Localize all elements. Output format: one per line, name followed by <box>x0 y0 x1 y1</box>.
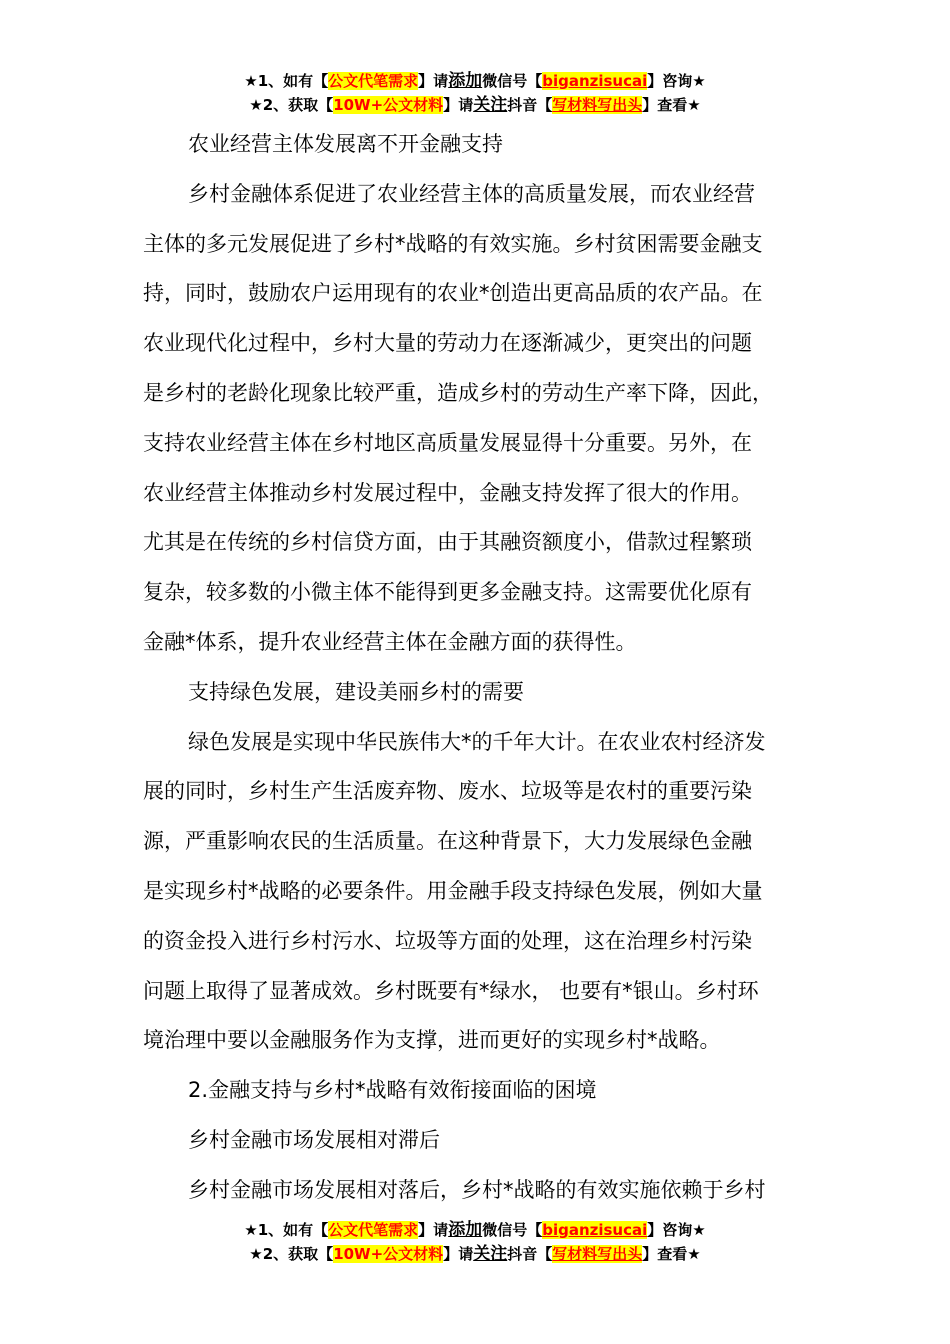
banner-text: 】请 <box>418 72 449 90</box>
text-line: 主体的多元发展促进了乡村*战略的有效实施。乡村贫困需要金融支 <box>143 231 763 256</box>
text-line: 复杂，较多数的小微主体不能得到更多金融支持。这需要优化原有 <box>143 580 752 605</box>
banner-text: ★1、如有【 <box>244 72 329 90</box>
text-line: 2.金融支持与乡村*战略有效衔接面临的困境 <box>188 1078 597 1103</box>
underlined-text: 添加 <box>448 71 483 91</box>
douyin-id: 写材料写出头 <box>552 96 643 114</box>
wechat-id: biganzisucai <box>542 1221 648 1239</box>
text-line: 金融*体系，提升农业经营主体在金融方面的获得性。 <box>143 629 637 654</box>
text-line: 展的同时，乡村生产生活废弃物、废水、垃圾等是农村的重要污染 <box>143 779 752 804</box>
banner-text: 】咨询★ <box>647 72 706 90</box>
banner-line-2 <box>0 93 950 117</box>
banner-text: 】请 <box>443 96 474 114</box>
wechat-id: biganzisucai <box>542 72 648 90</box>
bottom-banner <box>0 1218 950 1266</box>
banner-text: 】查看★ <box>642 96 701 114</box>
banner-text: ★1、如有【 <box>244 1221 329 1239</box>
banner-text: ★2、获取【 <box>249 1245 334 1263</box>
text-line: 尤其是在传统的乡村信贷方面，由于其融资额度小，借款过程繁琐 <box>143 530 752 555</box>
underlined-text: 添加 <box>448 1220 483 1240</box>
highlight-text: 10W+公文材料 <box>333 96 444 114</box>
banner-text: 微信号【 <box>482 72 543 90</box>
highlight-text: 10W+公文材料 <box>333 1245 444 1263</box>
text-line: 农业现代化过程中，乡村大量的劳动力在逐渐减少，更突出的问题 <box>143 331 752 356</box>
text-line: 支持农业经营主体在乡村地区高质量发展显得十分重要。另外，在 <box>143 430 752 455</box>
text-line: 支持绿色发展，建设美丽乡村的需要 <box>188 679 524 704</box>
banner-line-2 <box>0 1242 950 1266</box>
underlined-text: 关注 <box>473 1244 508 1264</box>
text-line: 乡村金融市场发展相对落后，乡村*战略的有效实施依赖于乡村 <box>188 1177 766 1202</box>
banner-line-1 <box>0 1218 950 1242</box>
text-line: 绿色发展是实现中华民族伟大*的千年大计。在农业农村经济发 <box>188 729 766 754</box>
text-line: 农业经营主体推动乡村发展过程中，金融支持发挥了很大的作用。 <box>143 480 752 505</box>
banner-text: 】请 <box>443 1245 474 1263</box>
text-line: 乡村金融市场发展相对滞后 <box>188 1127 440 1152</box>
text-line: 农业经营主体发展离不开金融支持 <box>188 132 503 156</box>
highlight-text: 公文代笔需求 <box>328 72 419 90</box>
text-line: 持，同时，鼓励农户运用现有的农业*创造出更高品质的农产品。在 <box>143 281 763 306</box>
text-line: 境治理中要以金融服务作为支撑，进而更好的实现乡村*战略。 <box>143 1028 721 1053</box>
banner-text: 抖音【 <box>507 1245 553 1263</box>
top-banner <box>0 69 950 117</box>
text-line: 的资金投入进行乡村污水、垃圾等方面的处理，这在治理乡村污染 <box>143 928 752 953</box>
banner-text: ★2、获取【 <box>249 96 334 114</box>
underlined-text: 关注 <box>473 95 508 115</box>
text-line: 是实现乡村*战略的必要条件。用金融手段支持绿色发展，例如大量 <box>143 878 763 903</box>
douyin-id: 写材料写出头 <box>552 1245 643 1263</box>
banner-text: 】请 <box>418 1221 449 1239</box>
text-line: 是乡村的老龄化现象比较严重，造成乡村的劳动生产率下降，因此， <box>143 380 773 405</box>
banner-text: 抖音【 <box>507 96 553 114</box>
banner-line-1 <box>0 69 950 93</box>
text-line: 乡村金融体系促进了农业经营主体的高质量发展，而农业经营 <box>188 181 755 206</box>
document-body <box>143 128 833 1224</box>
text-line: 问题上取得了显著成效。乡村既要有*绿水， 也要有*银山。乡村环 <box>143 978 759 1003</box>
banner-text: 】咨询★ <box>647 1221 706 1239</box>
highlight-text: 公文代笔需求 <box>328 1221 419 1239</box>
text-line: 源，严重影响农民的生活质量。在这种背景下，大力发展绿色金融 <box>143 829 752 854</box>
banner-text: 微信号【 <box>482 1221 543 1239</box>
banner-text: 】查看★ <box>642 1245 701 1263</box>
